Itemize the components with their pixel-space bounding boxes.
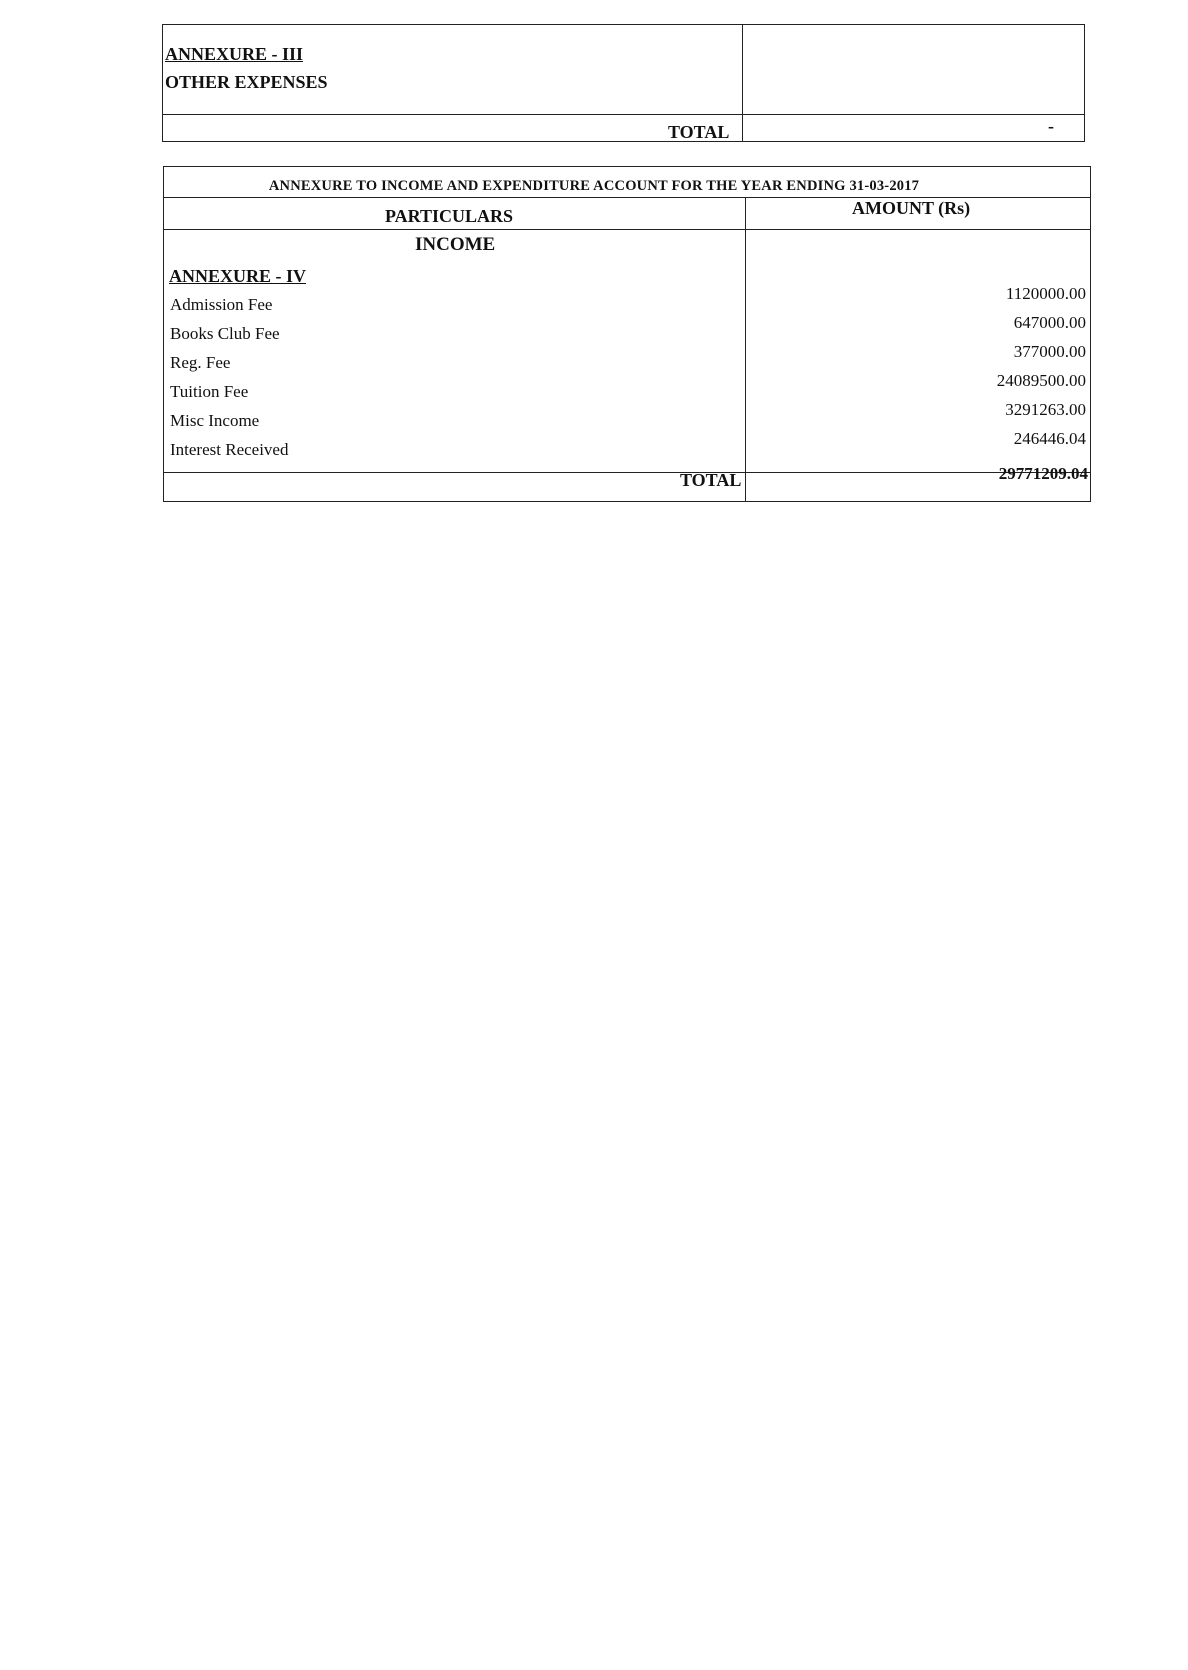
row-admission-fee-amount: 1120000.00 [1005,284,1086,303]
row-admission-fee-label: Admission Fee [170,295,273,314]
annexure-iv-total-label: TOTAL [680,470,742,490]
row-misc-income-amount: 3291263.00 [1005,400,1086,419]
income-section-label: INCOME [415,234,496,255]
column-divider [742,24,743,142]
annexure-iv-heading: ANNEXURE - IV [169,266,307,286]
header-divider [163,229,1091,230]
row-divider [162,114,1085,115]
annexure-iii-total-value: - [1048,116,1054,136]
annexure-iii-heading: ANNEXURE - III [165,44,304,64]
row-tuition-fee-label: Tuition Fee [170,382,249,401]
row-tuition-fee-amount: 24089500.00 [996,371,1086,390]
annexure-title: ANNEXURE TO INCOME AND EXPENDITURE ACCOUNT FOR THE YEAR ENDING 31-03-2017 [268,178,920,194]
particulars-header: PARTICULARS [385,206,514,226]
amount-header: AMOUNT (Rs) [852,198,971,218]
row-reg-fee-amount: 377000.00 [1013,342,1086,361]
column-divider [745,197,746,502]
annexure-iv-total-value: 29771209.04 [998,464,1088,483]
annexure-iii-total-label: TOTAL [668,122,730,142]
row-misc-income-label: Misc Income [170,411,260,430]
row-books-club-fee-label: Books Club Fee [170,324,280,343]
row-interest-received-label: Interest Received [170,440,289,459]
total-divider [163,472,1091,473]
row-books-club-fee-amount: 647000.00 [1013,313,1086,332]
row-interest-received-amount: 246446.04 [1013,429,1086,448]
row-reg-fee-label: Reg. Fee [170,353,231,372]
other-expenses-label: OTHER EXPENSES [165,72,328,92]
